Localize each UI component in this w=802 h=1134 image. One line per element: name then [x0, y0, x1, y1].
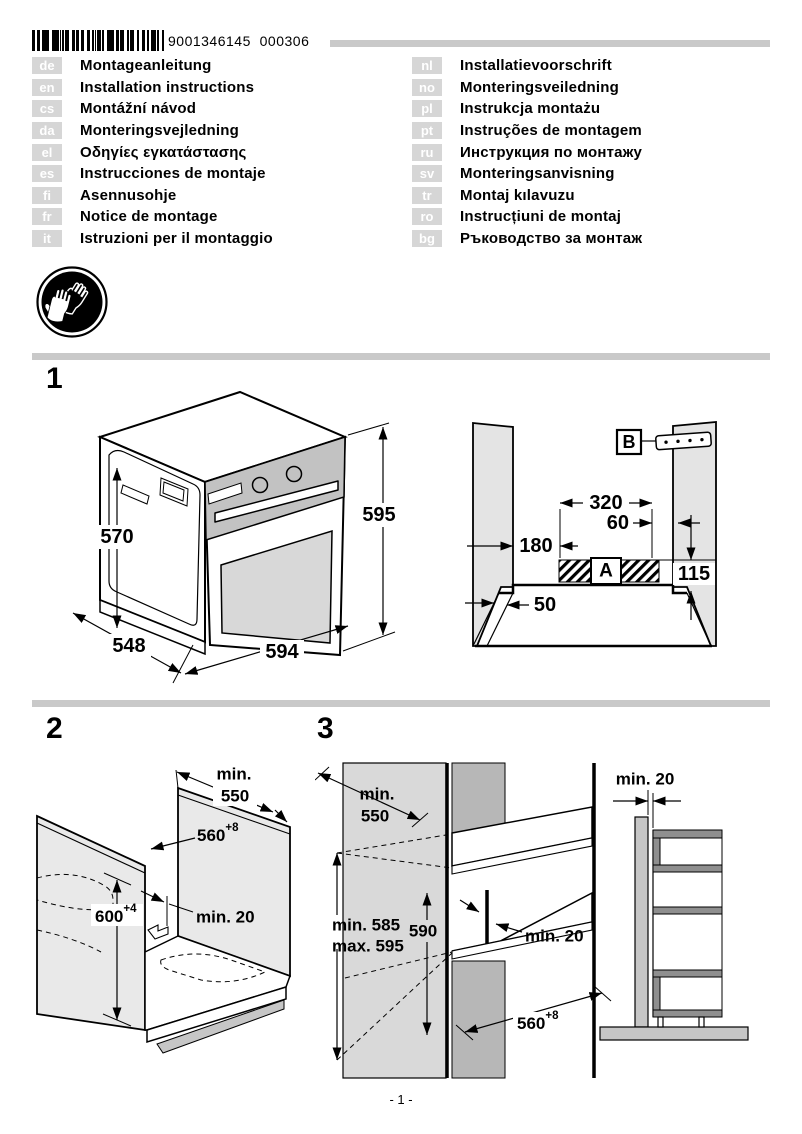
- cabinet-side-view: [653, 830, 722, 1027]
- language-code-badge: da: [32, 122, 62, 139]
- list-item: [32, 77, 273, 99]
- lower-top-shelf: [653, 970, 722, 977]
- language-title: Instrukcja montażu: [460, 100, 601, 118]
- fig3-tall-cabinet-drawing: [315, 735, 625, 1090]
- wall-bar: [635, 817, 648, 1027]
- language-title: Notice de montage: [80, 208, 218, 226]
- list-item: [32, 98, 273, 120]
- language-title: Instruções de montagem: [460, 122, 642, 140]
- floor-bar: [600, 1027, 748, 1040]
- language-list-right: [412, 55, 642, 249]
- list-item: [412, 185, 642, 207]
- mounting-bracket-icon: [656, 432, 712, 450]
- language-code-badge: no: [412, 79, 442, 96]
- dim-label-depth-min: min.: [359, 784, 395, 804]
- bracket-b-letter: B: [622, 432, 636, 452]
- dim-label-rear-offset: 60: [606, 512, 629, 534]
- fig2-base-cabinet-drawing: [35, 708, 325, 1093]
- dim-label-depth-value: 550: [360, 806, 390, 826]
- dim-label-depth: 548: [112, 635, 146, 657]
- barcode: [32, 30, 309, 51]
- dim-width-value: 560: [197, 825, 226, 845]
- language-title: Installation instructions: [80, 78, 255, 96]
- cabinet-panels: [653, 830, 722, 1017]
- protective-gloves-icon: [36, 266, 108, 338]
- language-title: Installatievoorschrift: [460, 57, 612, 75]
- language-code-badge: fi: [32, 187, 62, 204]
- list-item: [32, 228, 273, 250]
- list-item: [412, 55, 642, 77]
- dim-label-inner-height: 570: [100, 526, 134, 548]
- language-title: Monteringsvejledning: [80, 122, 240, 140]
- dim-width-tolerance: +8: [225, 822, 239, 834]
- ext-line-595-bottom: [343, 632, 395, 651]
- dim-label-side-gap: min. 20: [615, 769, 675, 789]
- cabinet-foot: [699, 1017, 704, 1027]
- zone-a-label: [591, 558, 621, 584]
- language-title: Ръководство за монтаж: [460, 230, 643, 248]
- ext-tick-550-left: [315, 767, 329, 780]
- language-title: Οδηγίες εγκατάστασης: [80, 143, 247, 161]
- list-item: [32, 141, 273, 163]
- language-list-left: [32, 55, 273, 249]
- left-wall: [473, 423, 513, 646]
- language-title: Montageanleitung: [80, 57, 212, 75]
- dim-label-rear-left: 180: [519, 535, 553, 557]
- dim-width-tolerance: +8: [545, 1010, 559, 1022]
- lower-back-panel: [653, 977, 660, 1010]
- language-code-badge: nl: [412, 57, 442, 74]
- list-item: [412, 206, 642, 228]
- section-divider: [32, 700, 770, 707]
- dim-width-value: 560: [517, 1013, 546, 1033]
- zone-a-letter: A: [599, 560, 613, 582]
- language-code-badge: ro: [412, 208, 442, 225]
- language-title: Monteringsveiledning: [460, 78, 620, 96]
- list-item: [412, 163, 642, 185]
- dim-label-inner-height: 590: [408, 921, 438, 941]
- language-title: Istruzioni per il montaggio: [80, 230, 273, 248]
- language-title: Asennusohje: [80, 186, 177, 204]
- dim-height-value: 600: [95, 906, 124, 926]
- language-title: Instrucciones de montaje: [80, 165, 266, 183]
- list-item: [32, 206, 273, 228]
- language-code-badge: fr: [32, 208, 62, 225]
- fig1-niche-drawing: [455, 415, 775, 665]
- language-code-badge: it: [32, 230, 62, 247]
- language-code-badge: pt: [412, 122, 442, 139]
- lower-compartment-back: [452, 961, 505, 1078]
- dim-label-height: 595: [362, 504, 396, 526]
- top-panel: [653, 830, 722, 838]
- figure-3-number: 3: [317, 712, 334, 745]
- dim-arrow-550-corner: [275, 810, 287, 822]
- language-code-badge: sv: [412, 165, 442, 182]
- dim-label-plinth-recess: 50: [533, 594, 557, 616]
- dim-height-tolerance: +4: [123, 903, 137, 915]
- figure-1-number: 1: [46, 362, 63, 395]
- language-code-badge: el: [32, 144, 62, 161]
- list-item: [412, 228, 642, 250]
- page-number: - 1 -: [389, 1092, 413, 1107]
- cabinet-foot: [658, 1017, 663, 1027]
- language-code-badge: de: [32, 57, 62, 74]
- barcode-bars-icon: [32, 30, 164, 51]
- figure-2-number: 2: [46, 712, 63, 745]
- dim-label-height-range-max: max. 595: [332, 936, 404, 956]
- language-code-badge: es: [32, 165, 62, 182]
- niche-walls: [473, 422, 716, 646]
- barcode-number: 9001346145 000306: [168, 32, 310, 49]
- language-code-badge: tr: [412, 187, 442, 204]
- dim-label-rear-gap: min. 20: [525, 926, 584, 946]
- list-item: [32, 185, 273, 207]
- rear-step-detail: [148, 925, 168, 939]
- language-title: Montaj kılavuzu: [460, 186, 575, 204]
- upper-compartment-back: [452, 763, 505, 833]
- knob-left: [253, 478, 268, 493]
- dim-label-rear-gap: min. 20: [196, 907, 255, 927]
- language-code-badge: ru: [412, 144, 442, 161]
- dim-label-width: 594: [265, 641, 299, 663]
- right-wall: [673, 422, 716, 646]
- language-title: Montážní návod: [80, 100, 197, 118]
- niche-bottom-shelf: [653, 865, 722, 872]
- list-item: [412, 77, 642, 99]
- section-divider: [32, 353, 770, 360]
- middle-shelf: [653, 907, 722, 914]
- header-divider: [330, 40, 770, 47]
- fig1-oven-drawing: [45, 385, 435, 695]
- list-item: [412, 98, 642, 120]
- knob-right: [287, 467, 302, 482]
- list-item: [412, 141, 642, 163]
- language-title: Instrucțiuni de montaj: [460, 208, 622, 226]
- language-code-badge: cs: [32, 100, 62, 117]
- list-item: [32, 120, 273, 142]
- language-code-badge: en: [32, 79, 62, 96]
- language-code-badge: bg: [412, 230, 442, 247]
- bottom-panel: [653, 1010, 722, 1017]
- dim-label-rear-height: 115: [677, 563, 711, 585]
- fig3-side-view-drawing: [595, 735, 785, 1055]
- language-title: Monteringsanvisning: [460, 165, 615, 183]
- list-item: [32, 163, 273, 185]
- list-item: [412, 120, 642, 142]
- upper-back-panel: [653, 838, 660, 865]
- shelf-front-edge: [499, 585, 687, 593]
- dim-label-height-range-min: min. 585: [332, 915, 401, 935]
- language-code-badge: pl: [412, 100, 442, 117]
- dim-label-depth-value: 550: [220, 786, 250, 806]
- ext-tick-bottom-corner: [173, 645, 193, 683]
- list-item: [32, 55, 273, 77]
- dim-label-rear-width: 320: [589, 492, 623, 514]
- language-title: Инструкция по монтажу: [460, 143, 643, 161]
- dim-label-depth-min: min.: [216, 764, 252, 784]
